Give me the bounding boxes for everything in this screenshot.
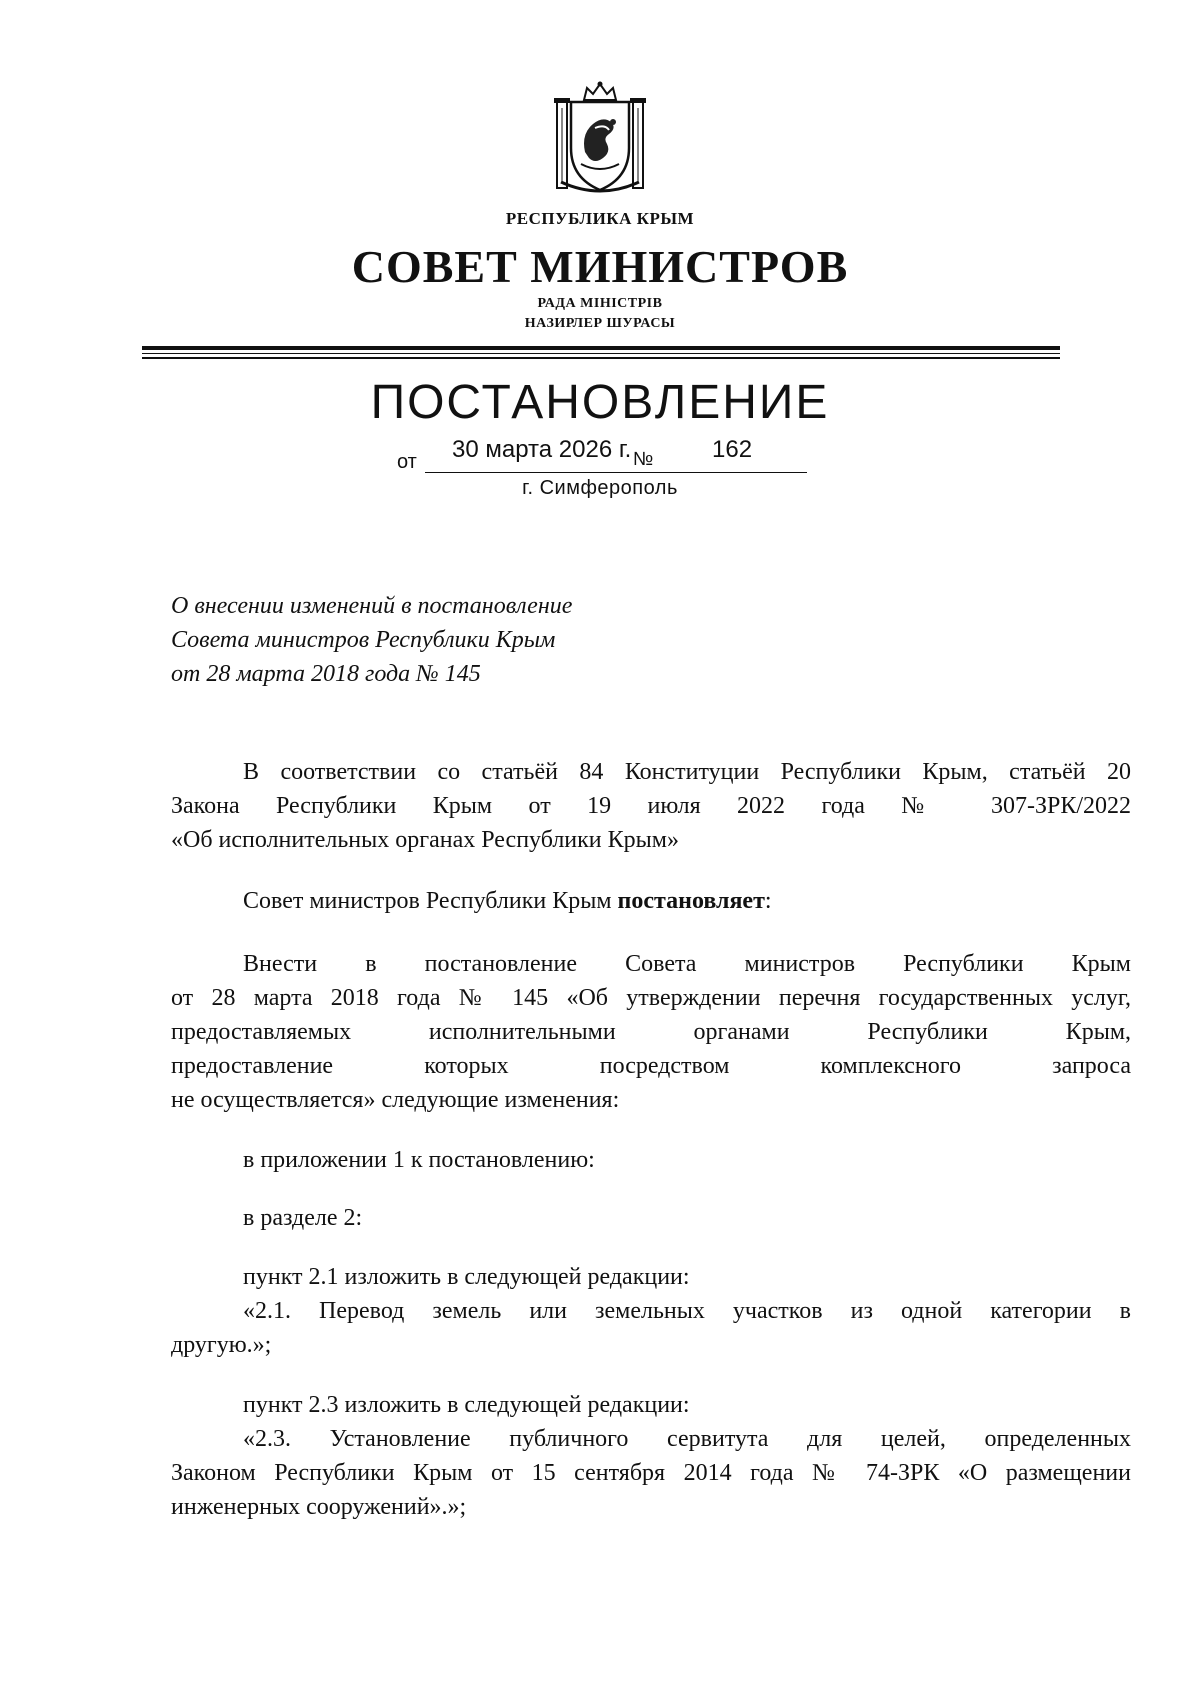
republic-name: РЕСПУБЛИКА КРЫМ	[505, 209, 695, 228]
section-reference: в разделе 2:	[243, 1205, 363, 1231]
item-2-3-text-line-3: инженерных сооружений».»;	[171, 1494, 467, 1520]
item-2-3-instruction: пункт 2.3 изложить в следующей редакции:	[243, 1392, 690, 1418]
issue-city: г. Симферополь	[522, 477, 678, 499]
subject-line-1: О внесении изменений в постановление	[171, 593, 573, 619]
preamble-line-1: В соответствии со статьёй 84 Конституции Республики Крым, статьёй 20	[243, 759, 1131, 785]
appendix-reference: в приложении 1 к постановлению:	[243, 1147, 595, 1173]
council-name-ukrainian: РАДА МІНІСТРІВ	[537, 296, 663, 311]
item-2-1-instruction: пункт 2.1 изложить в следующей редакции:	[243, 1264, 690, 1290]
header-divider-thin	[142, 353, 1060, 354]
resolution-verb: постановляет	[617, 888, 765, 914]
resolution-text: Совет министров Республики Крым	[243, 888, 618, 914]
item-2-1-text-line-1: «2.1. Перевод земель или земельных участков из одной категории в	[243, 1298, 1131, 1324]
header-divider-medium	[142, 357, 1060, 359]
amendment-line-2: от 28 марта 2018 года № 145 «Об утверждении перечня государственных услуг,	[171, 985, 1131, 1011]
subject-line-3: от 28 марта 2018 года № 145	[171, 661, 481, 687]
date-underline	[425, 472, 807, 473]
decree-number: 162	[712, 436, 753, 463]
subject-line-2: Совета министров Республики Крым	[171, 627, 556, 653]
amendment-line-1: Внести в постановление Совета министров Республики Крым	[243, 951, 1131, 977]
amendment-line-5: не осуществляется» следующие изменения:	[171, 1087, 620, 1113]
date-from-label: от	[397, 451, 417, 473]
item-2-1-text-line-2: другую.»;	[171, 1332, 272, 1358]
resolution-colon: :	[764, 888, 772, 914]
item-2-3-text-line-1: «2.3. Установление публичного сервитута для целей, определенных	[243, 1426, 1131, 1452]
decree-date: 30 марта 2026 г.	[452, 436, 632, 463]
council-name-crimean-tatar: НАЗИРЛЕР ШУРАСЫ	[524, 316, 676, 331]
amendment-line-4: предоставление которых посредством комплексного запроса	[171, 1053, 1131, 1079]
preamble-line-2: Закона Республики Крым от 19 июля 2022 года № 307-ЗРК/2022	[171, 793, 1131, 819]
resolution-statement	[171, 884, 1131, 918]
document-type-title: ПОСТАНОВЛЕНИЕ	[370, 376, 830, 429]
council-name: СОВЕТ МИНИСТРОВ	[351, 241, 849, 292]
coat-of-arms-emblem	[551, 78, 649, 196]
number-sign: №	[633, 449, 654, 470]
item-2-3-text-line-2: Законом Республики Крым от 15 сентября 2014 года № 74-ЗРК «О размещении	[171, 1460, 1131, 1486]
amendment-line-3: предоставляемых исполнительными органами Республики Крым,	[171, 1019, 1131, 1045]
preamble-line-3: «Об исполнительных органах Республики Крым»	[171, 827, 679, 853]
header-divider-thick	[142, 346, 1060, 350]
